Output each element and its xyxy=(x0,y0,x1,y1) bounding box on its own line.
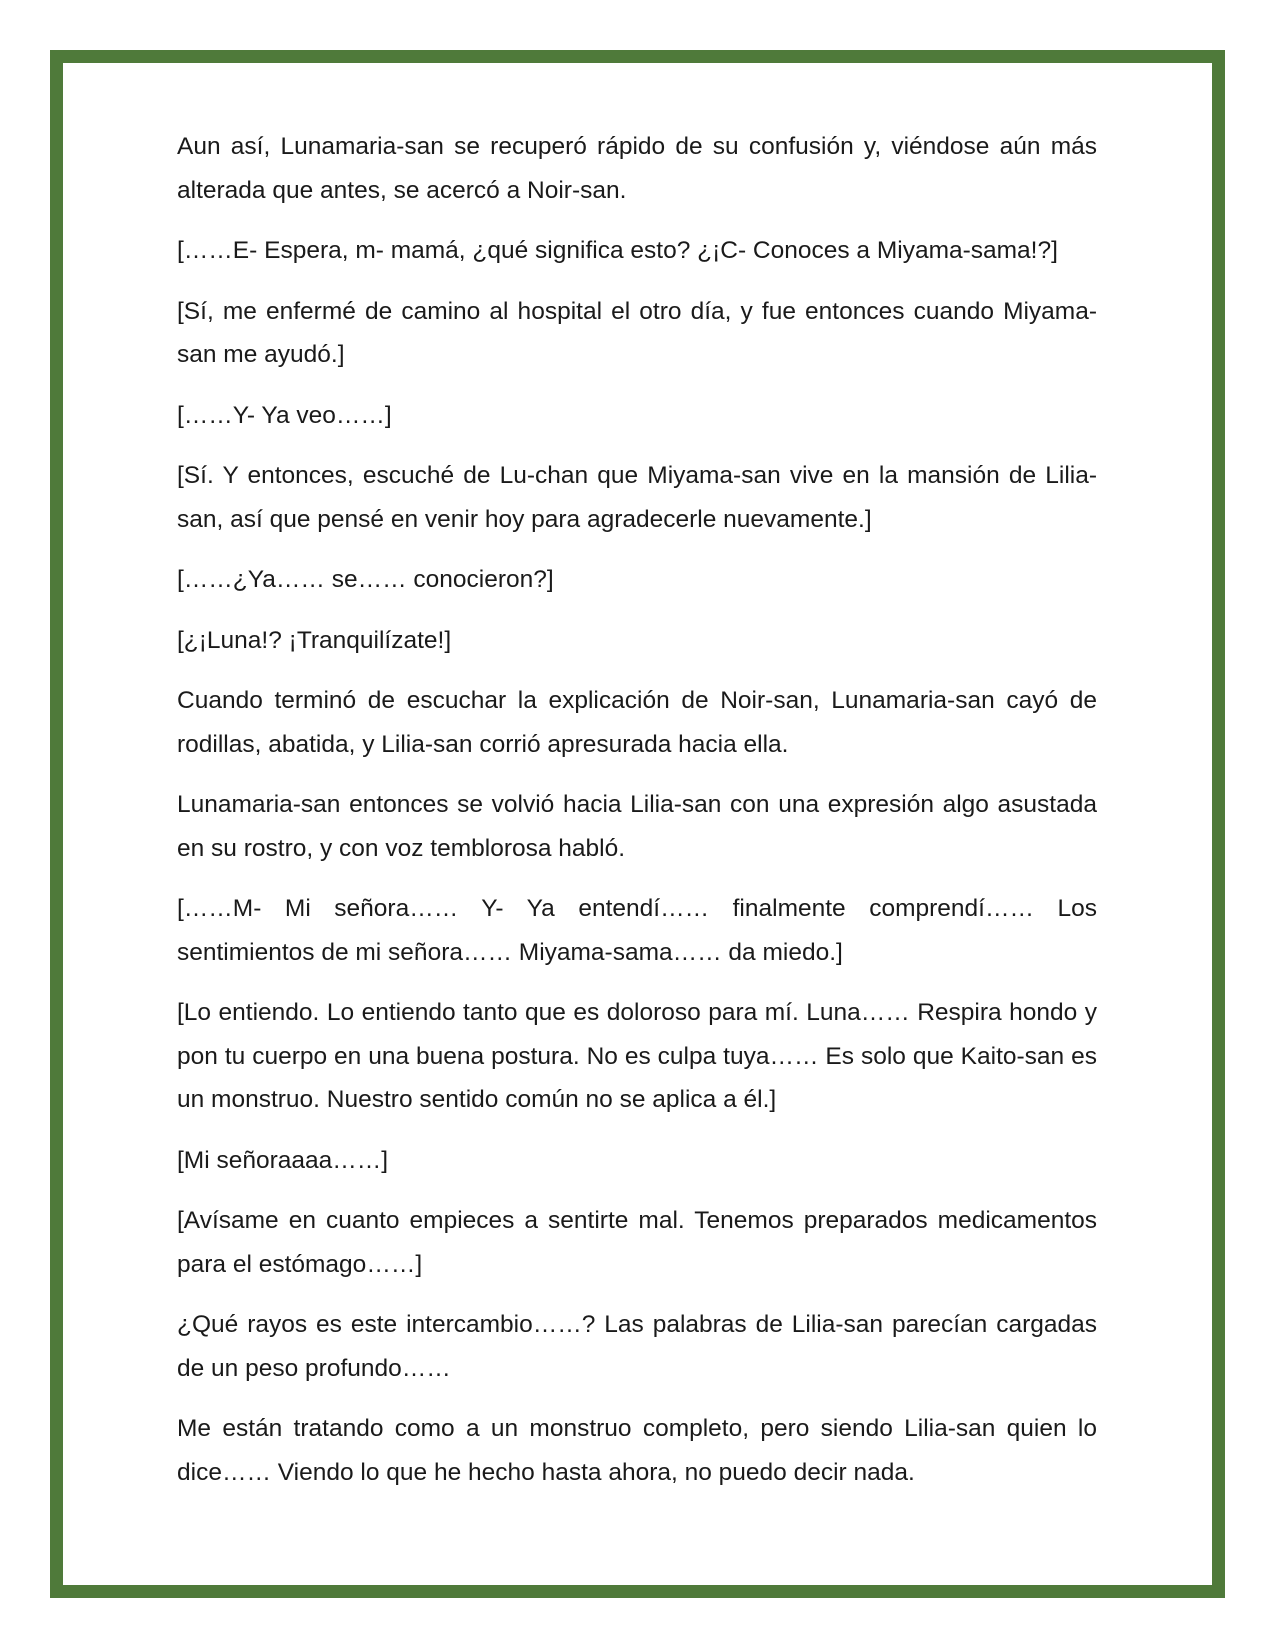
paragraph: Aun así, Lunamaria-san se recuperó rápido de su confusión y, viéndose aún más alterada que antes, se acercó a Noir-san. xyxy=(177,133,1097,204)
page-content xyxy=(177,125,1097,1511)
paragraph: Cuando terminó de escuchar la explicación de Noir-san, Lunamaria-san cayó de rodillas, abatida, y Lilia-san corrió apresurada hacia ella. xyxy=(177,687,1097,758)
paragraph: Lunamaria-san entonces se volvió hacia Lilia-san con una expresión algo asustada en su rostro, y con voz temblorosa habló. xyxy=(177,791,1097,862)
paragraph: [Lo entiendo. Lo entiendo tanto que es doloroso para mí. Luna…… Respira hondo y pon tu cuerpo en una buena postura. No es culpa tuya…… Es solo que Kaito-san es un monstruo. Nuestro sentido común no se aplica a él.] xyxy=(177,999,1097,1113)
paragraph: [¿¡Luna!? ¡Tranquilízate!] xyxy=(177,626,452,654)
page-frame xyxy=(50,50,1225,1598)
paragraph: [Sí. Y entonces, escuché de Lu-chan que Miyama-san vive en la mansión de Lilia-san, así que pensé en venir hoy para agradecerle nuevamente.] xyxy=(177,462,1097,533)
paragraph: [Mi señoraaaa……] xyxy=(177,1146,389,1174)
paragraph: Me están tratando como a un monstruo completo, pero siendo Lilia-san quien lo dice…… Viendo lo que he hecho hasta ahora, no puedo decir nada. xyxy=(177,1415,1097,1486)
paragraph: [Avísame en cuanto empieces a sentirte mal. Tenemos preparados medicamentos para el estómago……] xyxy=(177,1207,1097,1278)
paragraph: [Sí, me enfermé de camino al hospital el otro día, y fue entonces cuando Miyama-san me ayudó.] xyxy=(177,297,1097,368)
paragraph: ¿Qué rayos es este intercambio……? Las palabras de Lilia-san parecían cargadas de un peso profundo…… xyxy=(177,1311,1097,1382)
paragraph: [……M- Mi señora…… Y- Ya entendí…… finalmente comprendí…… Los sentimientos de mi señora…… Miyama-sama…… da miedo.] xyxy=(177,895,1097,966)
paragraph: [……¿Ya…… se…… conocieron?] xyxy=(177,566,554,593)
paragraph: [……Y- Ya veo……] xyxy=(177,401,392,429)
paragraph: [……E- Espera, m- mamá, ¿qué significa esto? ¿¡C- Conoces a Miyama-sama!?] xyxy=(177,237,1058,264)
